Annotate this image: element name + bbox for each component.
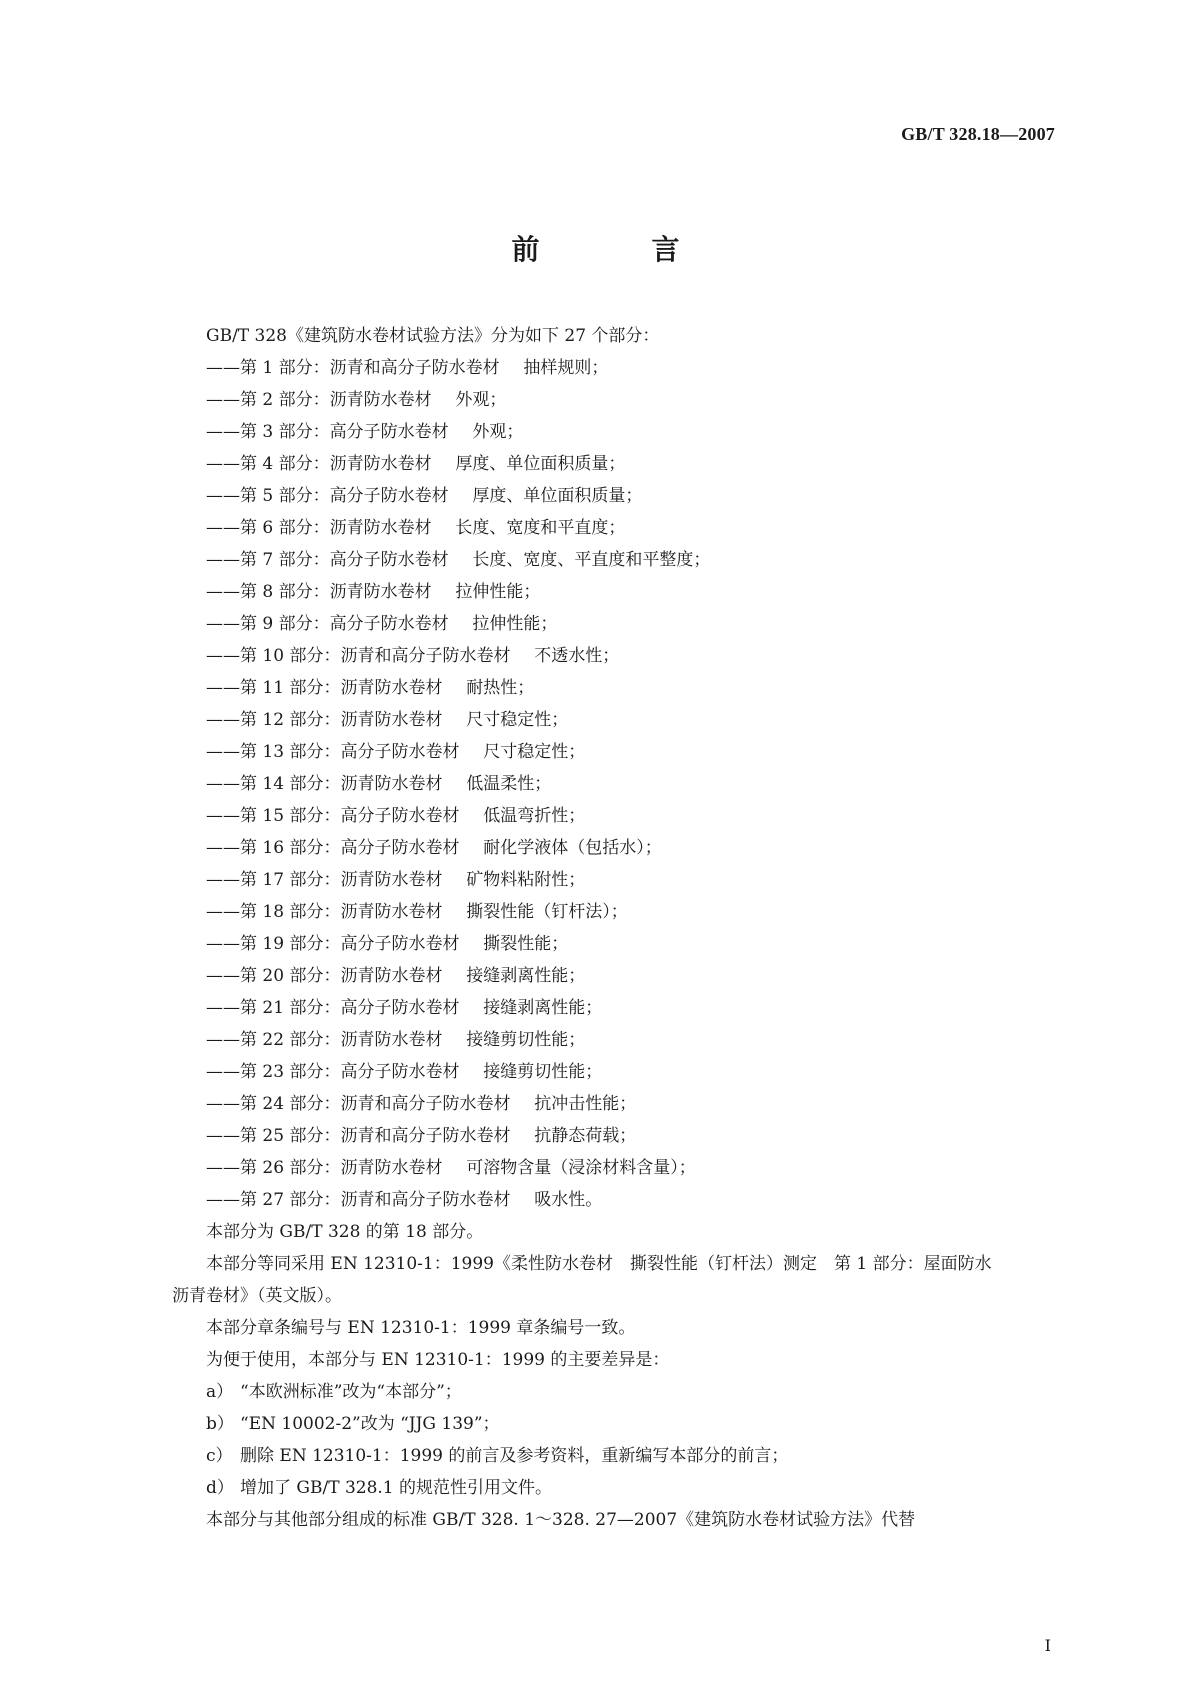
- part-topic: 不透水性；: [534, 646, 620, 666]
- difference-item: [172, 1472, 1058, 1504]
- list-dash: ——: [206, 998, 240, 1018]
- part-list-item: [172, 576, 1058, 608]
- part-topic: 耐热性；: [466, 678, 535, 698]
- part-topic: 厚度、单位面积质量；: [472, 486, 643, 506]
- part-label: 第 25 部分：沥青和高分子防水卷材: [240, 1126, 511, 1146]
- part-list-item: [172, 1152, 1058, 1184]
- list-dash: ——: [206, 454, 240, 474]
- paragraph-numbering: 本部分章条编号与 EN 12310-1：1999 章条编号一致。: [206, 1318, 636, 1338]
- part-list-item: [172, 768, 1058, 800]
- part-label: 第 17 部分：沥青防水卷材: [240, 870, 443, 890]
- part-list-item: [172, 736, 1058, 768]
- part-topic: 可溶物含量（浸涂材料含量）；: [466, 1158, 696, 1178]
- part-label: 第 5 部分：高分子防水卷材: [240, 486, 449, 506]
- part-topic: 抗静态荷载；: [534, 1126, 637, 1146]
- part-label: 第 9 部分：高分子防水卷材: [240, 614, 449, 634]
- part-list-item: [172, 960, 1058, 992]
- difference-label: d）: [206, 1478, 234, 1498]
- part-topic: 长度、宽度、平直度和平整度；: [472, 550, 711, 570]
- list-dash: ——: [206, 358, 240, 378]
- part-label: 第 21 部分：高分子防水卷材: [240, 998, 460, 1018]
- document-code: GB/T 328.18—2007: [901, 124, 1055, 144]
- list-dash: ——: [206, 486, 240, 506]
- part-list-item: [172, 640, 1058, 672]
- part-list-item: [172, 480, 1058, 512]
- difference-text: 增加了 GB/T 328.1 的规范性引用文件。: [240, 1478, 553, 1498]
- list-dash: ——: [206, 550, 240, 570]
- part-topic: 尺寸稳定性；: [466, 710, 569, 730]
- part-topic: 吸水性。: [534, 1190, 603, 1210]
- part-list-item: [172, 512, 1058, 544]
- difference-item: [172, 1408, 1058, 1440]
- part-topic: 撕裂性能；: [483, 934, 569, 954]
- part-topic: 外观；: [455, 390, 507, 410]
- part-list-item: [172, 800, 1058, 832]
- part-label: 第 18 部分：沥青防水卷材: [240, 902, 443, 922]
- part-label: 第 7 部分：高分子防水卷材: [240, 550, 449, 570]
- part-label: 第 26 部分：沥青防水卷材: [240, 1158, 443, 1178]
- list-dash: ——: [206, 742, 240, 762]
- part-topic: 低温弯折性；: [483, 806, 586, 826]
- part-list-item: [172, 864, 1058, 896]
- part-topic: 低温柔性；: [466, 774, 552, 794]
- part-label: 第 19 部分：高分子防水卷材: [240, 934, 460, 954]
- list-dash: ——: [206, 422, 240, 442]
- list-dash: ——: [206, 1094, 240, 1114]
- part-topic: 长度、宽度和平直度；: [455, 518, 626, 538]
- list-dash: ——: [206, 1126, 240, 1146]
- part-topic: 接缝剪切性能；: [466, 1030, 586, 1050]
- list-dash: ——: [206, 806, 240, 826]
- part-list-item: [172, 1024, 1058, 1056]
- part-label: 第 22 部分：沥青防水卷材: [240, 1030, 443, 1050]
- paragraph-replacement: 本部分与其他部分组成的标准 GB/T 328. 1～328. 27—2007《建筑防水卷材试验方法》代替: [206, 1510, 916, 1530]
- part-list-item: [172, 608, 1058, 640]
- part-list-item: [172, 1184, 1058, 1216]
- part-topic: 外观；: [472, 422, 524, 442]
- difference-label: b）: [206, 1414, 234, 1434]
- part-topic: 接缝剥离性能；: [466, 966, 586, 986]
- part-topic: 接缝剪切性能；: [483, 1062, 603, 1082]
- part-list-item: [172, 352, 1058, 384]
- list-dash: ——: [206, 1030, 240, 1050]
- part-label: 第 11 部分：沥青防水卷材: [240, 678, 443, 698]
- part-label: 第 12 部分：沥青防水卷材: [240, 710, 443, 730]
- list-dash: ——: [206, 774, 240, 794]
- paragraph-equivalence-line2: 沥青卷材》（英文版）。: [172, 1286, 342, 1306]
- part-list-item: [172, 928, 1058, 960]
- part-label: 第 16 部分：高分子防水卷材: [240, 838, 460, 858]
- part-list-item: [172, 832, 1058, 864]
- part-list-item: [172, 448, 1058, 480]
- preface-body: [172, 320, 1058, 1536]
- part-list-item: [172, 1120, 1058, 1152]
- part-label: 第 24 部分：沥青和高分子防水卷材: [240, 1094, 511, 1114]
- page-number: I: [1044, 1636, 1051, 1655]
- part-label: 第 13 部分：高分子防水卷材: [240, 742, 460, 762]
- list-dash: ——: [206, 614, 240, 634]
- list-dash: ——: [206, 934, 240, 954]
- list-dash: ——: [206, 870, 240, 890]
- part-list-item: [172, 416, 1058, 448]
- part-label: 第 2 部分：沥青防水卷材: [240, 390, 432, 410]
- part-topic: 拉伸性能；: [455, 582, 541, 602]
- part-list-item: [172, 1056, 1058, 1088]
- difference-item: [172, 1440, 1058, 1472]
- part-label: 第 3 部分：高分子防水卷材: [240, 422, 449, 442]
- part-label: 第 20 部分：沥青防水卷材: [240, 966, 443, 986]
- part-label: 第 4 部分：沥青防水卷材: [240, 454, 432, 474]
- part-topic: 尺寸稳定性；: [483, 742, 586, 762]
- list-dash: ——: [206, 902, 240, 922]
- part-list-item: [172, 544, 1058, 576]
- list-dash: ——: [206, 390, 240, 410]
- difference-text: “EN 10002-2”改为 “JJG 139”；: [240, 1414, 500, 1434]
- differences-list: [172, 1376, 1058, 1504]
- paragraph-differences-intro: 为便于使用，本部分与 EN 12310-1：1999 的主要差异是：: [206, 1350, 670, 1370]
- list-dash: ——: [206, 582, 240, 602]
- parts-list: [172, 352, 1058, 1216]
- part-list-item: [172, 384, 1058, 416]
- list-dash: ——: [206, 1190, 240, 1210]
- difference-text: 删除 EN 12310-1：1999 的前言及参考资料，重新编写本部分的前言；: [240, 1446, 789, 1466]
- list-dash: ——: [206, 646, 240, 666]
- part-topic: 撕裂性能（钉杆法）；: [466, 902, 628, 922]
- difference-item: [172, 1376, 1058, 1408]
- part-label: 第 14 部分：沥青防水卷材: [240, 774, 443, 794]
- list-dash: ——: [206, 518, 240, 538]
- part-topic: 抗冲击性能；: [534, 1094, 637, 1114]
- list-dash: ——: [206, 966, 240, 986]
- part-list-item: [172, 1088, 1058, 1120]
- part-list-item: [172, 992, 1058, 1024]
- list-dash: ——: [206, 838, 240, 858]
- difference-label: a）: [206, 1382, 234, 1402]
- page-title: 前 言: [511, 233, 722, 266]
- part-list-item: [172, 704, 1058, 736]
- part-label: 第 10 部分：沥青和高分子防水卷材: [240, 646, 511, 666]
- part-topic: 矿物料粘附性；: [466, 870, 586, 890]
- part-topic: 拉伸性能；: [472, 614, 558, 634]
- part-label: 第 1 部分：沥青和高分子防水卷材: [240, 358, 500, 378]
- list-dash: ——: [206, 1062, 240, 1082]
- difference-text: “本欧洲标准”改为“本部分”；: [240, 1382, 462, 1402]
- part-topic: 抽样规则；: [523, 358, 609, 378]
- paragraph-part-number: 本部分为 GB/T 328 的第 18 部分。: [206, 1222, 484, 1242]
- part-label: 第 15 部分：高分子防水卷材: [240, 806, 460, 826]
- part-topic: 厚度、单位面积质量；: [455, 454, 626, 474]
- difference-label: c）: [206, 1446, 233, 1466]
- part-topic: 接缝剥离性能；: [483, 998, 603, 1018]
- intro-paragraph: GB/T 328《建筑防水卷材试验方法》分为如下 27 个部分：: [206, 326, 660, 346]
- part-label: 第 23 部分：高分子防水卷材: [240, 1062, 460, 1082]
- paragraph-equivalence-line1: 本部分等同采用 EN 12310-1：1999《柔性防水卷材 撕裂性能（钉杆法）测定 第 1 部分：屋面防水: [206, 1254, 992, 1274]
- part-label: 第 27 部分：沥青和高分子防水卷材: [240, 1190, 511, 1210]
- part-label: 第 8 部分：沥青防水卷材: [240, 582, 432, 602]
- part-topic: 耐化学液体（包括水）；: [483, 838, 662, 858]
- part-list-item: [172, 896, 1058, 928]
- list-dash: ——: [206, 678, 240, 698]
- part-list-item: [172, 672, 1058, 704]
- part-label: 第 6 部分：沥青防水卷材: [240, 518, 432, 538]
- list-dash: ——: [206, 710, 240, 730]
- list-dash: ——: [206, 1158, 240, 1178]
